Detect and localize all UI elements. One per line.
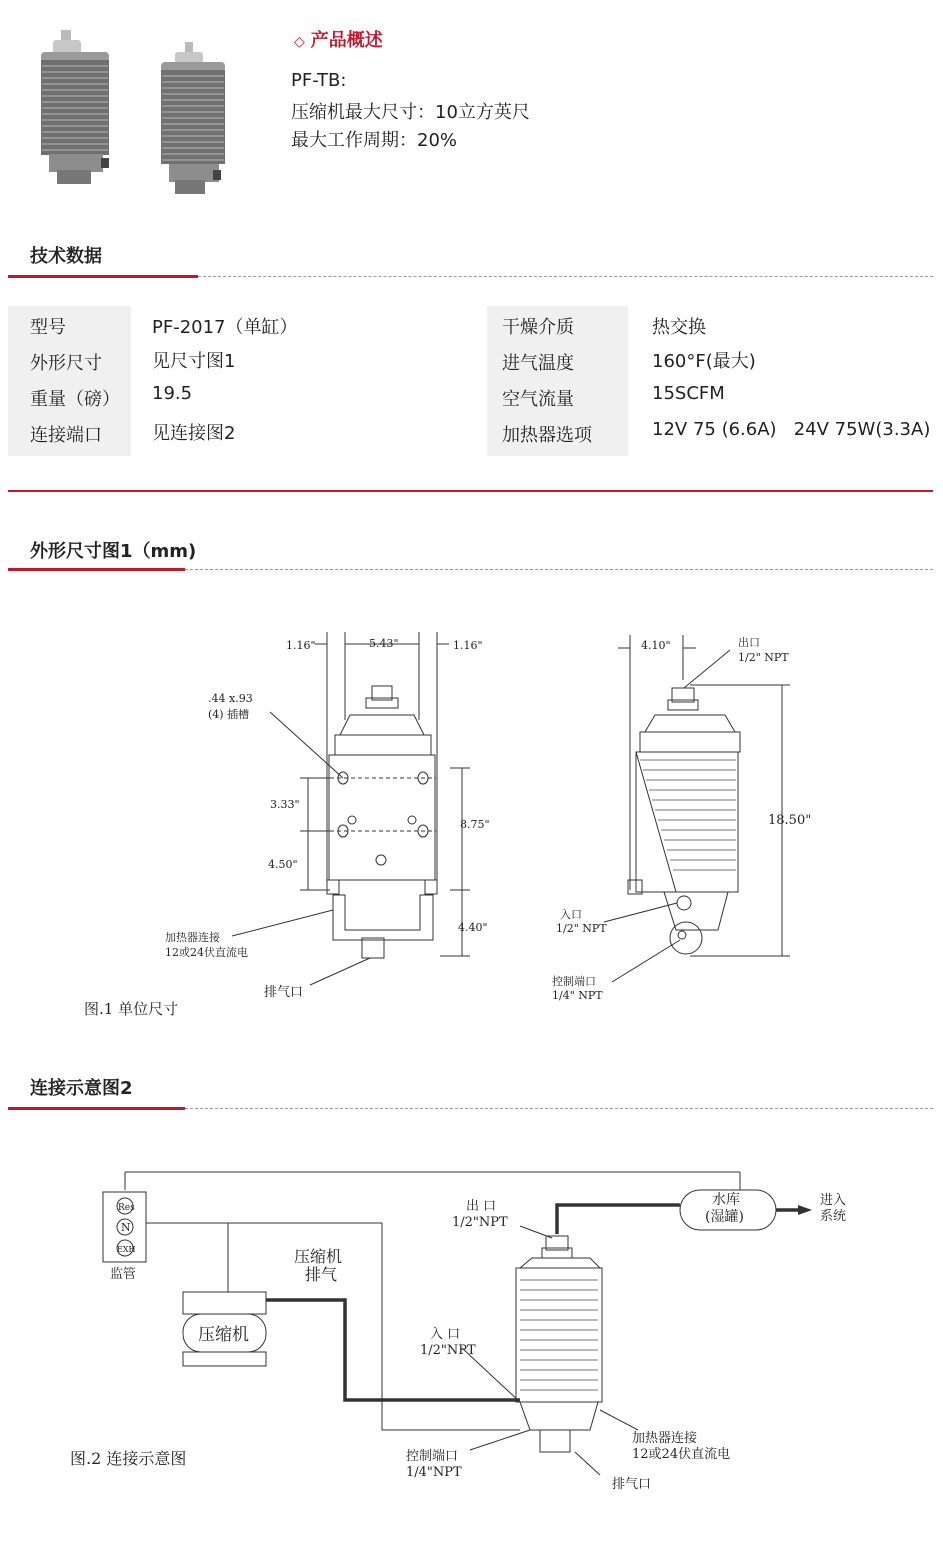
diagram-label: 出 口 (466, 1199, 497, 1214)
spec-value: 12V 75 (6.6A) 24V 75W(3.3A) (652, 419, 931, 440)
spec-label: 干燥介质 (502, 317, 574, 338)
spec-label: 连接端口 (30, 425, 102, 446)
dim-label: 4.10" (641, 639, 671, 652)
spec-value: 见尺寸图1 (152, 351, 236, 372)
gauge-label: Res (118, 1203, 135, 1213)
diagram-label: 进入 (820, 1193, 847, 1208)
spec-label: 型号 (30, 317, 66, 338)
figure-caption: 图.2 连接示意图 (70, 1449, 187, 1468)
diagram-label: 加热器连接 (632, 1431, 698, 1446)
section-accent-bar (8, 568, 185, 571)
product-photo-2 (155, 40, 235, 200)
connection-diagram (0, 1130, 943, 1540)
section-divider (185, 569, 933, 570)
spec-label: 重量（磅） (30, 389, 120, 410)
diagram-label: (湿罐) (705, 1209, 744, 1225)
diagram-label: 水库 (712, 1192, 740, 1208)
dim-label: .44 x.93 (208, 692, 253, 705)
diagram-label: 控制端口 (406, 1449, 459, 1464)
diagram-label: 排气 (305, 1265, 338, 1284)
overview-title: ◇ 产品概述 (294, 30, 383, 51)
spec-label: 进气温度 (502, 353, 574, 374)
dimension-section-title: 外形尺寸图1（mm) (30, 541, 197, 562)
dim-label: 3.33" (270, 798, 300, 811)
diagram-label: 压缩机 (294, 1247, 343, 1266)
dim-label: (4) 插槽 (208, 708, 250, 721)
overview-line-size: 压缩机最大尺寸：10立方英尺 (291, 102, 530, 123)
diagram-label: 系统 (820, 1209, 847, 1224)
dim-label: 入口 (560, 908, 582, 921)
dim-label: 18.50" (768, 813, 812, 828)
dim-label: 12或24伏直流电 (165, 946, 248, 959)
diagram-label: 监管 (110, 1267, 137, 1282)
diagram-label: 1/2"NPT (452, 1215, 508, 1230)
dimension-drawing (0, 590, 943, 1030)
connection-section-title: 连接示意图2 (30, 1078, 133, 1099)
diagram-label: 1/4"NPT (406, 1465, 462, 1480)
spec-label: 加热器选项 (502, 425, 592, 446)
section-accent-bar (8, 275, 198, 278)
dim-label: 1.16" (286, 639, 316, 652)
spec-value: 15SCFM (652, 383, 725, 404)
gauge-label: EXH (117, 1245, 136, 1254)
dim-label: 1/2" NPT (556, 922, 607, 935)
spec-value: 19.5 (152, 383, 193, 404)
section-divider (185, 1108, 933, 1109)
dim-label: 控制端口 (552, 975, 596, 988)
spec-label: 空气流量 (502, 389, 574, 410)
dim-label: 1/2" NPT (738, 651, 789, 664)
diamond-icon: ◇ (294, 34, 305, 50)
diagram-label: 排气口 (612, 1477, 652, 1492)
diagram-label: 1/2"NPT (420, 1343, 476, 1358)
spec-value: 160°F(最大) (652, 351, 756, 372)
spec-label: 外形尺寸 (30, 353, 102, 374)
dim-label: 出口 (738, 636, 760, 649)
overview-line-duty: 最大工作周期：20% (291, 130, 458, 151)
section-divider (198, 276, 933, 277)
figure-caption: 图.1 单位尺寸 (84, 1000, 179, 1018)
section-accent-bar (8, 1107, 185, 1110)
diagram-label: 12或24伏直流电 (632, 1447, 731, 1462)
dim-label: 4.50" (268, 858, 298, 871)
spec-value: 见连接图2 (152, 423, 236, 444)
gauge-label: N (121, 1221, 131, 1234)
dim-label: 1.16" (453, 639, 483, 652)
overview-line-model: PF-TB: (291, 70, 347, 91)
dim-label: 排气口 (264, 985, 304, 1000)
tech-section-title: 技术数据 (30, 246, 102, 267)
product-photo-1 (35, 28, 125, 188)
dim-label: 8.75" (460, 818, 490, 831)
dim-label: 5.43" (369, 637, 399, 650)
dim-label: 加热器连接 (165, 931, 220, 944)
dim-label: 1/4" NPT (552, 989, 603, 1002)
diagram-label: 入 口 (430, 1327, 461, 1342)
section-divider-red (8, 490, 933, 492)
dim-label: 4.40" (458, 921, 488, 934)
spec-value: 热交换 (652, 317, 706, 338)
diagram-label: 压缩机 (198, 1325, 249, 1345)
spec-value: PF-2017（单缸） (152, 317, 298, 338)
